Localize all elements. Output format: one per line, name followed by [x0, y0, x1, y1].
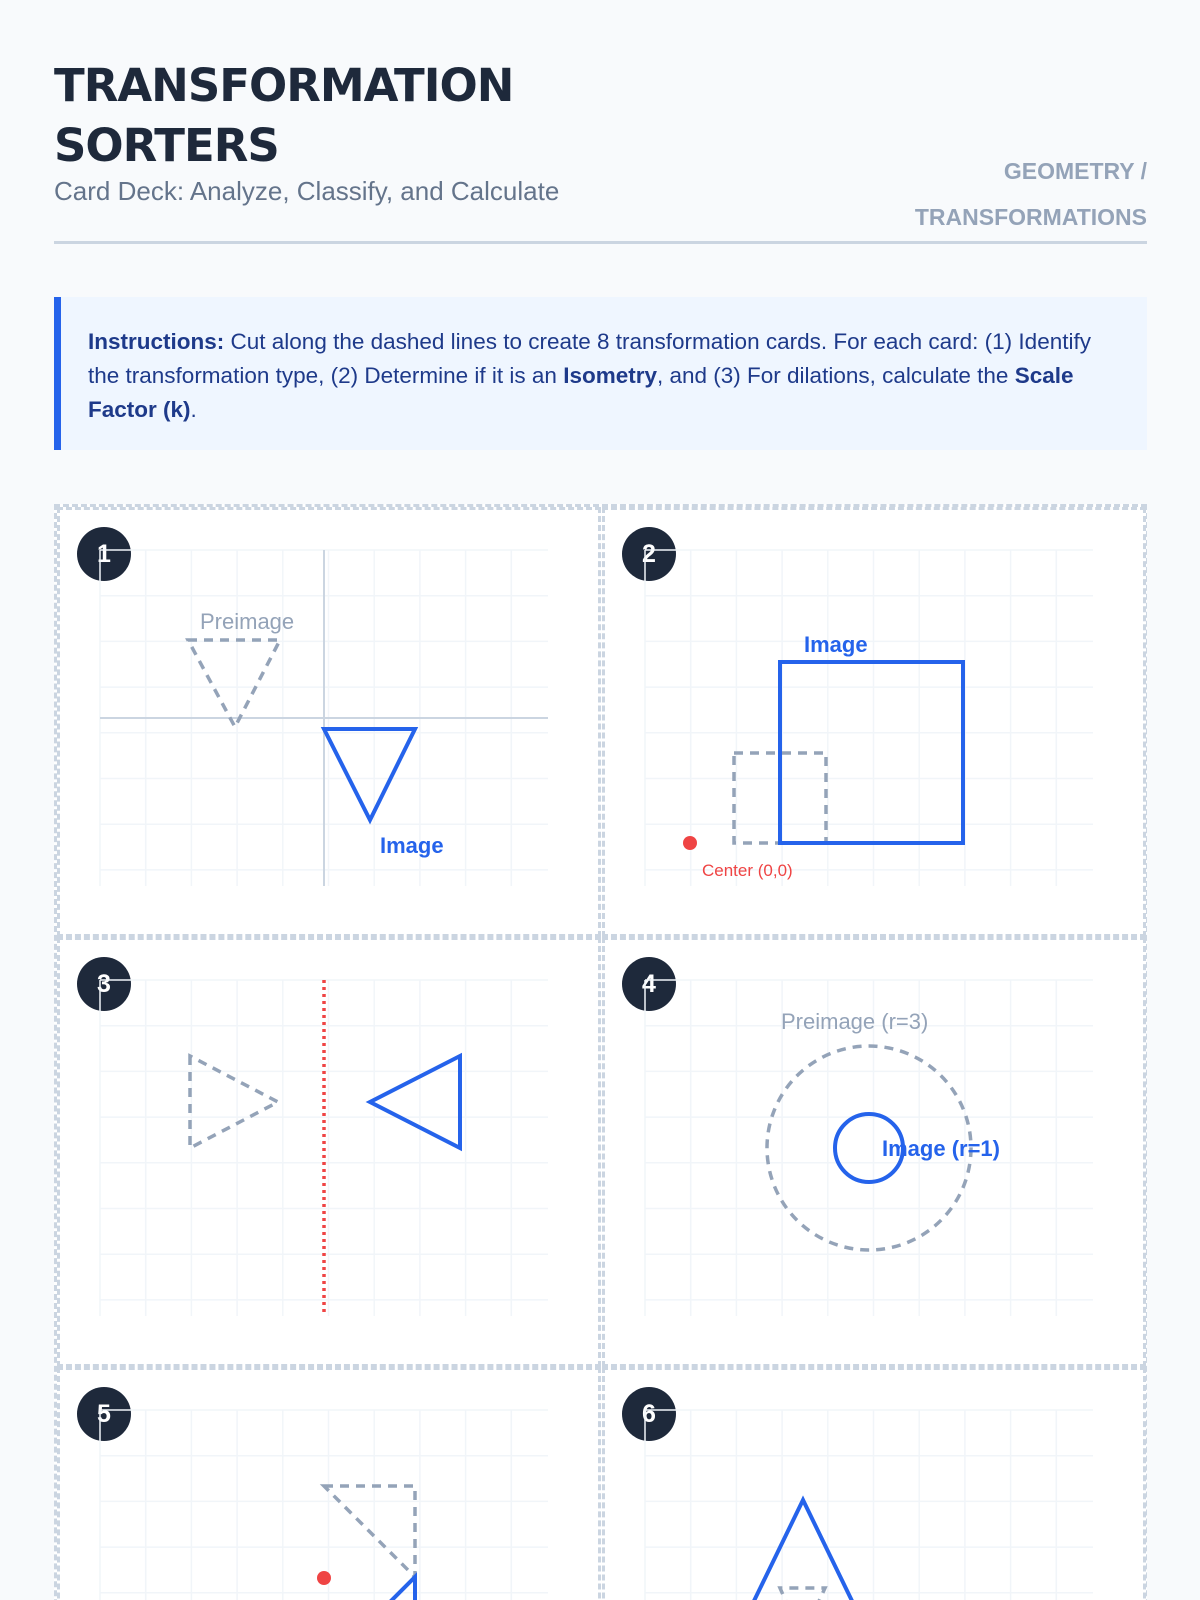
card-number-badge: 2 — [622, 527, 676, 581]
image-label: Image (r=1) — [882, 1136, 1000, 1161]
category-label: GEOMETRY / TRANSFORMATIONS — [914, 158, 1147, 230]
center-label: Center (0,0) — [702, 861, 793, 880]
term-scale-factor: Scale Factor (k) — [88, 363, 1074, 422]
card-1-diagram — [60, 510, 604, 940]
card-number-badge: 3 — [77, 957, 131, 1011]
card-5-diagram — [60, 1370, 604, 1600]
graph-grid — [645, 1410, 1093, 1600]
preimage-triangle — [324, 1486, 415, 1577]
instructions-text-2: , and (3) For dilations, calculate the — [657, 363, 1015, 388]
instructions-text-1: Cut along the dashed lines to create 8 transformation cards. For each card: (1) Identify the transformation type, (2) Determine if it is an — [88, 329, 1091, 388]
card-number-badge: 1 — [77, 527, 131, 581]
preimage-label: Preimage — [200, 609, 295, 634]
instructions-lead: Instructions: — [88, 329, 225, 354]
center-point — [683, 836, 697, 850]
preimage-triangle — [780, 1588, 825, 1600]
preimage-triangle — [188, 640, 280, 727]
card-2 — [602, 507, 1146, 937]
card-4 — [602, 937, 1146, 1367]
card-number-badge: 6 — [622, 1387, 676, 1441]
card-3-diagram — [60, 940, 604, 1370]
page-header — [54, 56, 1147, 244]
card-3 — [57, 937, 601, 1367]
image-triangle — [735, 1500, 871, 1600]
card-2-diagram — [605, 510, 1149, 940]
card-4-diagram — [605, 940, 1149, 1370]
instructions-box — [54, 297, 1147, 450]
image-square — [780, 662, 963, 843]
image-triangle — [324, 729, 415, 820]
card-number-badge: 4 — [622, 957, 676, 1011]
center-point — [317, 1571, 331, 1585]
card-number-badge: 5 — [77, 1387, 131, 1441]
term-isometry: Isometry — [563, 363, 657, 388]
card-6-diagram — [605, 1370, 1149, 1600]
card-1 — [57, 507, 601, 937]
page-title: TRANSFORMATION SORTERS — [54, 59, 514, 172]
instructions-text-3: . — [190, 397, 197, 422]
image-label: Image — [804, 632, 868, 657]
card-grid — [54, 504, 1147, 1600]
image-triangle — [324, 1577, 415, 1600]
image-triangle — [370, 1056, 460, 1148]
image-label: Image — [380, 833, 444, 858]
card-6 — [602, 1367, 1146, 1600]
card-5 — [57, 1367, 601, 1600]
page-subtitle: Card Deck: Analyze, Classify, and Calculate — [54, 176, 560, 206]
preimage-label: Preimage (r=3) — [781, 1009, 929, 1034]
graph-grid — [645, 550, 1093, 886]
preimage-triangle — [190, 1056, 278, 1148]
